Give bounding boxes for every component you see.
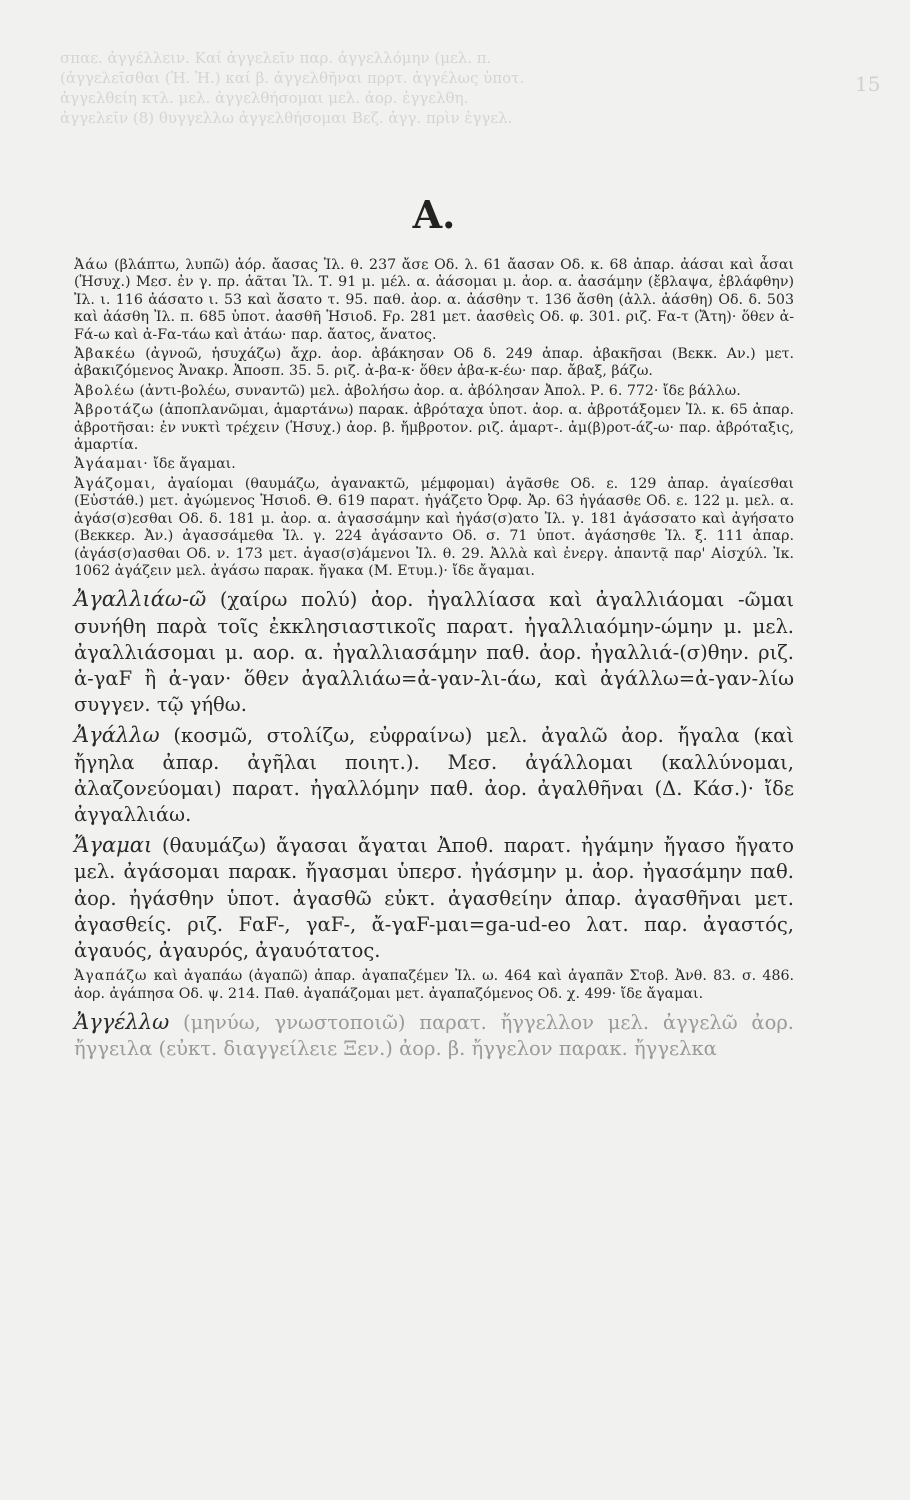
entry	[74, 456, 794, 473]
entry-headword: Ἀγάαμαι·	[74, 456, 149, 473]
entry-headword: Ἀγάλλω	[74, 723, 160, 748]
entry-text: ἴδε ἄγαμαι.	[153, 456, 236, 473]
entry	[74, 722, 794, 828]
entry-text: (βλάπτω, λυπῶ) ἀόρ. ἄασας Ἰλ. θ. 237 ἄσε Οδ. λ. 61 ἄασαν Οδ. κ. 68 ἀπαρ. ἀάσαι καὶ ἆσαι (Ἡσυχ.) Μεσ. ἐν γ. πρ. ἀᾶται Ἰλ. Τ. 91 μ. μέλ. α. ἀάσομαι μ. ἀορ. α. ἀασάμην (ἔβλαψα, ἐβλάφθην) Ἰλ. ι. 116 ἀάσατο ι. 53 καὶ ἄσατο τ. 95. παθ. ἀορ. α. ἀάσθην τ. 136 ἄσθη (ἀλλ. ἀάσθη) Οδ. δ. 503 καὶ ἀάσθη Ἰλ. π. 685 ὑποτ. ἀασθῆ Ἡσιοδ. Fρ. 281 μετ. ἀασθεὶς Οδ. φ. 301. ριζ. Fα-τ (Ἄτη)· ὅθεν ἀ-Fά-ω καὶ ἀ-Fα-τάω καὶ ἀτάω· παρ. ἄατος, ἄνατος.	[74, 257, 794, 343]
entry-text: (χαίρω πολύ) ἀορ. ἠγαλλίασα καὶ ἀγαλλιάομαι -ῶμαι συνήθη παρὰ τοῖς ἐκκλησιαστικοῖς παρατ. ἠγαλλιαόμην-ώμην μ. μελ. ἀγαλλιάσομαι μ. αορ. α. ἠγαλλιασάμην παθ. ἀορ. ἠγαλλιά-(σ)θην. ριζ. ἀ-γαF ἢ ἀ-γαν· ὅθεν ἀγαλλιάω=ἀ-γαν-λι-άω, καὶ ἀγάλλω=ἀ-γαν-λίω συγγεν. τῷ γήθω.	[74, 588, 794, 717]
entry	[74, 832, 794, 964]
entry-text: (ἀντι-βολέω, συναντῶ) μελ. ἀβολήσω ἀορ. α. ἀβόλησαν Ἀπολ. Ρ. 6. 772· ἴδε βάλλω.	[139, 382, 741, 399]
entry	[74, 346, 794, 381]
entry-text: καὶ ἀγαπάω (ἀγαπῶ) ἀπαρ. ἀγαπαζέμεν Ἰλ. ω. 464 καὶ ἀγαπᾶν Στοβ. Ἀνθ. 83. σ. 486. ἀορ. ἀγάπησα Οδ. ψ. 214. Παθ. ἀγαπάζομαι μετ. ἀγαπαζόμενος Οδ. χ. 499· ἴδε ἄγαμαι.	[74, 968, 795, 1002]
entry-headword: Ἀγάζομαι,	[74, 475, 157, 492]
entry-text: (κοσμῶ, στολίζω, εὐφραίνω) μελ. ἀγαλῶ ἀορ. ἤγαλα (καὶ ἤγηλα ἀπαρ. ἀγῆλαι ποιητ.). Μεσ. ἀγάλλομαι (καλλύνομαι, ἀλαζονεύομαι) παρατ. ἠγαλλόμην παθ. ἀορ. ἀγαλθῆναι (Δ. Κάσ.)· ἴδε ἀγγαλλιάω.	[74, 724, 794, 826]
bleed-line: σπαε. ἀγγέλλειν. Καί ἀγγελεῖν παρ. ἀγγελλόμην (μελ. π.	[60, 49, 492, 67]
dictionary-page	[74, 0, 794, 1066]
bleed-line: (ἀγγελεῖσθαι (Ἡ. Ἡ.) καί β. ἀγγελθῆναι πρρτ. ἀγγέλως ὑποτ.	[60, 69, 525, 87]
letter-heading: Α.	[412, 192, 456, 237]
entry-headword: Ἀγγέλλω	[74, 1009, 170, 1034]
entry	[74, 257, 794, 344]
bleed-through-page-number: 15	[855, 72, 881, 96]
entry-headword: Ἀβακέω	[74, 346, 136, 363]
large-entries-block-1	[74, 586, 794, 964]
entry	[74, 383, 794, 400]
bleed-line: ἀγγελθείη κτλ. μελ. ἀγγελθήσομαι μελ. ἀορ. ἐγγελθη.	[60, 89, 469, 107]
entry-headword: Ἀβροτάζω	[74, 402, 155, 419]
entry-text: (θαυμάζω) ἄγασαι ἄγαται Ἀποθ. παρατ. ἠγάμην ἤγασο ἤγατο μελ. ἀγάσομαι παρακ. ἤγασμαι ὑπερσ. ἠγάσμην μ. ἀορ. ἠγασάμην παθ. ἀορ. ἠγάσθην ὑποτ. ἀγασθῶ εὐκτ. ἀγασθείην ἀπαρ. ἀγασθῆναι μετ. ἀγασθείς. ριζ. FαF-, γαF-, ἄ-γαF-μαι=ga-ud-eo λατ. παρ. ἀγαστός, ἀγαυός, ἀγαυρός, ἀγαυότατος.	[74, 834, 795, 962]
entry	[74, 968, 794, 1003]
bleed-line: ἀγγελεῖν (8) θυγγελλω ἀγγελθήσομαι Βεζ. ἀγγ. πρὶν ἐγγελ.	[60, 109, 513, 127]
entry-text: ἀγαίομαι (θαυμάζω, ἀγανακτῶ, μέμφομαι) ἀγᾶσθε Οδ. ε. 129 ἀπαρ. ἀγαίεσθαι (Εὐστάθ.) μετ. ἀγώμενος Ἡσιοδ. Θ. 619 παρατ. ἠγάζετο Ὀρφ. Ἀρ. 63 ἠγάασθε Οδ. ε. 122 μ. μελ. α. ἀγάσ(σ)εσθαι Οδ. δ. 181 μ. ἀορ. α. ἀγασσάμην καὶ ἠγάσ(σ)ατο Ἰλ. γ. 181 ἀγάσσατο καὶ ἀγήσατο (Βεκκερ. Ἀν.) ἀγασσάμεθα Ἰλ. γ. 224 ἀγάσαντο Οδ. σ. 71 ὑποτ. ἀγάσησθε Ἰλ. ξ. 111 ἀπαρ. (ἀγάσ(σ)ασθαι Οδ. ν. 173 μετ. ἀγασ(σ)άμενοι Ἰλ. θ. 29. Ἀλλὰ καὶ ἐνεργ. ἀπαντᾷ παρ' Αἰσχύλ. Ἰκ. 1062 ἀγάζειν μελ. ἀγάσω παρακ. ἤγακα (Μ. Ετυμ.)· ἴδε ἄγαμαι.	[74, 475, 794, 579]
entry-headword: Ἀγαπάζω	[74, 968, 148, 985]
entry-headword: Ἀβολέω	[74, 382, 135, 399]
large-entries-block-2	[74, 1009, 794, 1062]
entry-headword: Ἀάω	[74, 257, 109, 273]
entry-headword: Ἀγαλλιάω-ῶ	[74, 587, 207, 612]
entry-text: (ἀποπλανῶμαι, ἁμαρτάνω) παρακ. ἀβρόταχα ὑποτ. ἀορ. α. ἀβροτάξομεν Ἰλ. κ. 65 ἀπαρ. ἀβροτῆσαι: ἐν νυκτὶ τρέχειν (Ἡσυχ.) ἀορ. β. ἤμβροτον. ριζ. ἁμαρτ-. ἀμ(β)ροτ-άζ-ω· παρ. ἀβρόταξις, ἁμαρτία.	[74, 402, 794, 454]
entry	[74, 1009, 794, 1062]
small-entries-block-2	[74, 968, 794, 1003]
entry	[74, 402, 794, 454]
entry-text: (ἀγνοῶ, ἡσυχάζω) ἄχρ. ἀορ. ἀβάκησαν Οδ δ. 249 ἀπαρ. ἀβακῆσαι (Βεκκ. Αν.) μετ. ἀβακιζόμενος Ἀνακρ. Ἀποσπ. 35. 5. ριζ. ἀ-βα-κ· ὅθεν ἀβα-κ-έω· παρ. ἄβαξ, βάζω.	[74, 346, 794, 380]
entry	[74, 586, 794, 718]
entry-headword: Ἄγαμαι	[74, 833, 153, 858]
small-entries-block-1	[74, 257, 794, 580]
entry	[74, 476, 794, 580]
entry-text: (μηνύω, γνωστοποιῶ) παρατ. ἤγγελλον μελ. ἀγγελῶ ἀορ. ἤγγειλα (εὐκτ. διαγγείλειε Ξεν.) ἀορ. β. ἤγγελον παρακ. ἤγγελκα	[74, 1010, 794, 1061]
